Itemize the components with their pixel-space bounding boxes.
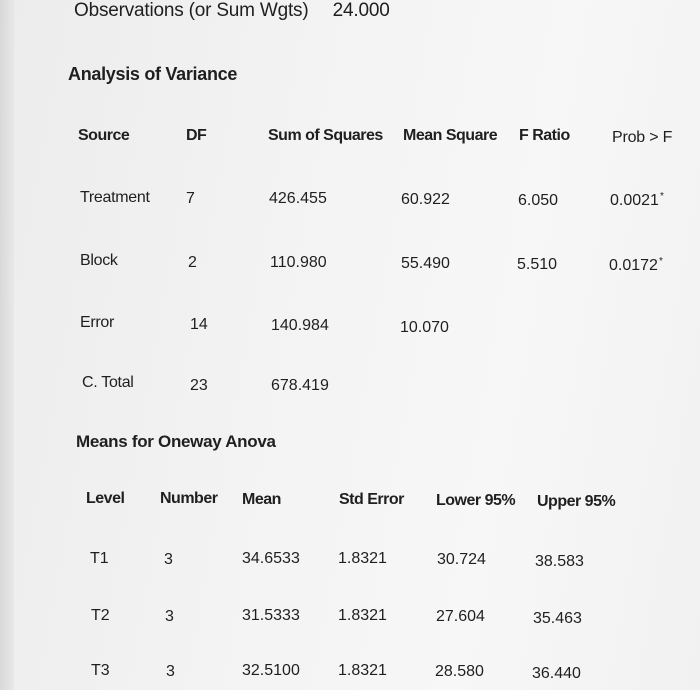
- anova-header-sum-of-squares: Sum of Squares: [268, 127, 383, 144]
- anova-header-mean-square: Mean Square: [403, 127, 498, 144]
- anova-row-ss: 140.984: [271, 317, 329, 334]
- means-row-upper-95: 38.583: [535, 553, 584, 570]
- page-edge-shadow: [0, 0, 14, 690]
- anova-title: Analysis of Variance: [68, 64, 238, 84]
- means-row-number: 3: [165, 608, 174, 625]
- anova-row-p: 0.0021*: [610, 190, 664, 209]
- means-row-std-error: 1.8321: [338, 662, 387, 679]
- means-row-mean: 31.5333: [242, 607, 300, 624]
- anova-header-source: Source: [78, 127, 130, 144]
- means-row-upper-95: 35.463: [533, 610, 582, 627]
- anova-header-f-ratio: F Ratio: [519, 127, 570, 144]
- means-row-level: T3: [91, 662, 110, 679]
- means-header-mean: Mean: [242, 491, 281, 508]
- means-header-lower-95: Lower 95%: [436, 492, 516, 509]
- anova-row-source: C. Total: [82, 374, 134, 391]
- anova-row-df: 7: [186, 190, 195, 207]
- anova-row-f: 6.050: [518, 192, 559, 209]
- observations-value: 24.000: [332, 0, 390, 21]
- means-row-number: 3: [166, 663, 175, 680]
- anova-header-df: DF: [186, 127, 207, 144]
- anova-row-source: Treatment: [80, 189, 150, 206]
- anova-row-ms: 55.490: [401, 255, 450, 272]
- significance-marker: *: [659, 190, 664, 202]
- observations-label: Observations (or Sum Wgts): [74, 0, 309, 21]
- anova-row-source: Error: [80, 314, 115, 331]
- anova-row-f: 5.510: [517, 256, 558, 273]
- means-row-std-error: 1.8321: [338, 607, 387, 624]
- means-header-upper-95: Upper 95%: [537, 493, 616, 510]
- anova-row-source: Block: [80, 252, 118, 269]
- anova-row-df: 2: [188, 254, 197, 271]
- means-row-std-error: 1.8321: [338, 550, 387, 567]
- means-row-mean: 32.5100: [242, 662, 300, 679]
- anova-header-prob-f: Prob > F: [612, 129, 673, 146]
- means-row-level: T1: [90, 550, 109, 567]
- anova-row-ss: 110.980: [270, 254, 327, 271]
- anova-row-ss: 426.455: [269, 190, 327, 207]
- anova-row-p: 0.0172*: [609, 255, 663, 274]
- means-row-number: 3: [164, 551, 173, 568]
- observations-line: [74, 0, 390, 22]
- means-row-lower-95: 28.580: [435, 663, 484, 680]
- anova-row-df: 23: [190, 377, 208, 394]
- means-title: Means for Oneway Anova: [76, 432, 276, 451]
- means-row-level: T2: [91, 607, 110, 624]
- anova-row-ms: 60.922: [401, 191, 450, 208]
- means-header-level: Level: [86, 490, 125, 507]
- anova-row-ms: 10.070: [400, 319, 449, 336]
- means-row-lower-95: 30.724: [437, 551, 486, 568]
- means-row-upper-95: 36.440: [532, 665, 581, 682]
- means-row-lower-95: 27.604: [436, 608, 485, 625]
- significance-marker: *: [658, 255, 663, 267]
- means-row-mean: 34.6533: [242, 550, 300, 567]
- anova-row-ss: 678.419: [271, 377, 329, 394]
- anova-row-df: 14: [190, 316, 208, 333]
- means-header-std-error: Std Error: [339, 491, 404, 508]
- means-header-number: Number: [160, 490, 218, 507]
